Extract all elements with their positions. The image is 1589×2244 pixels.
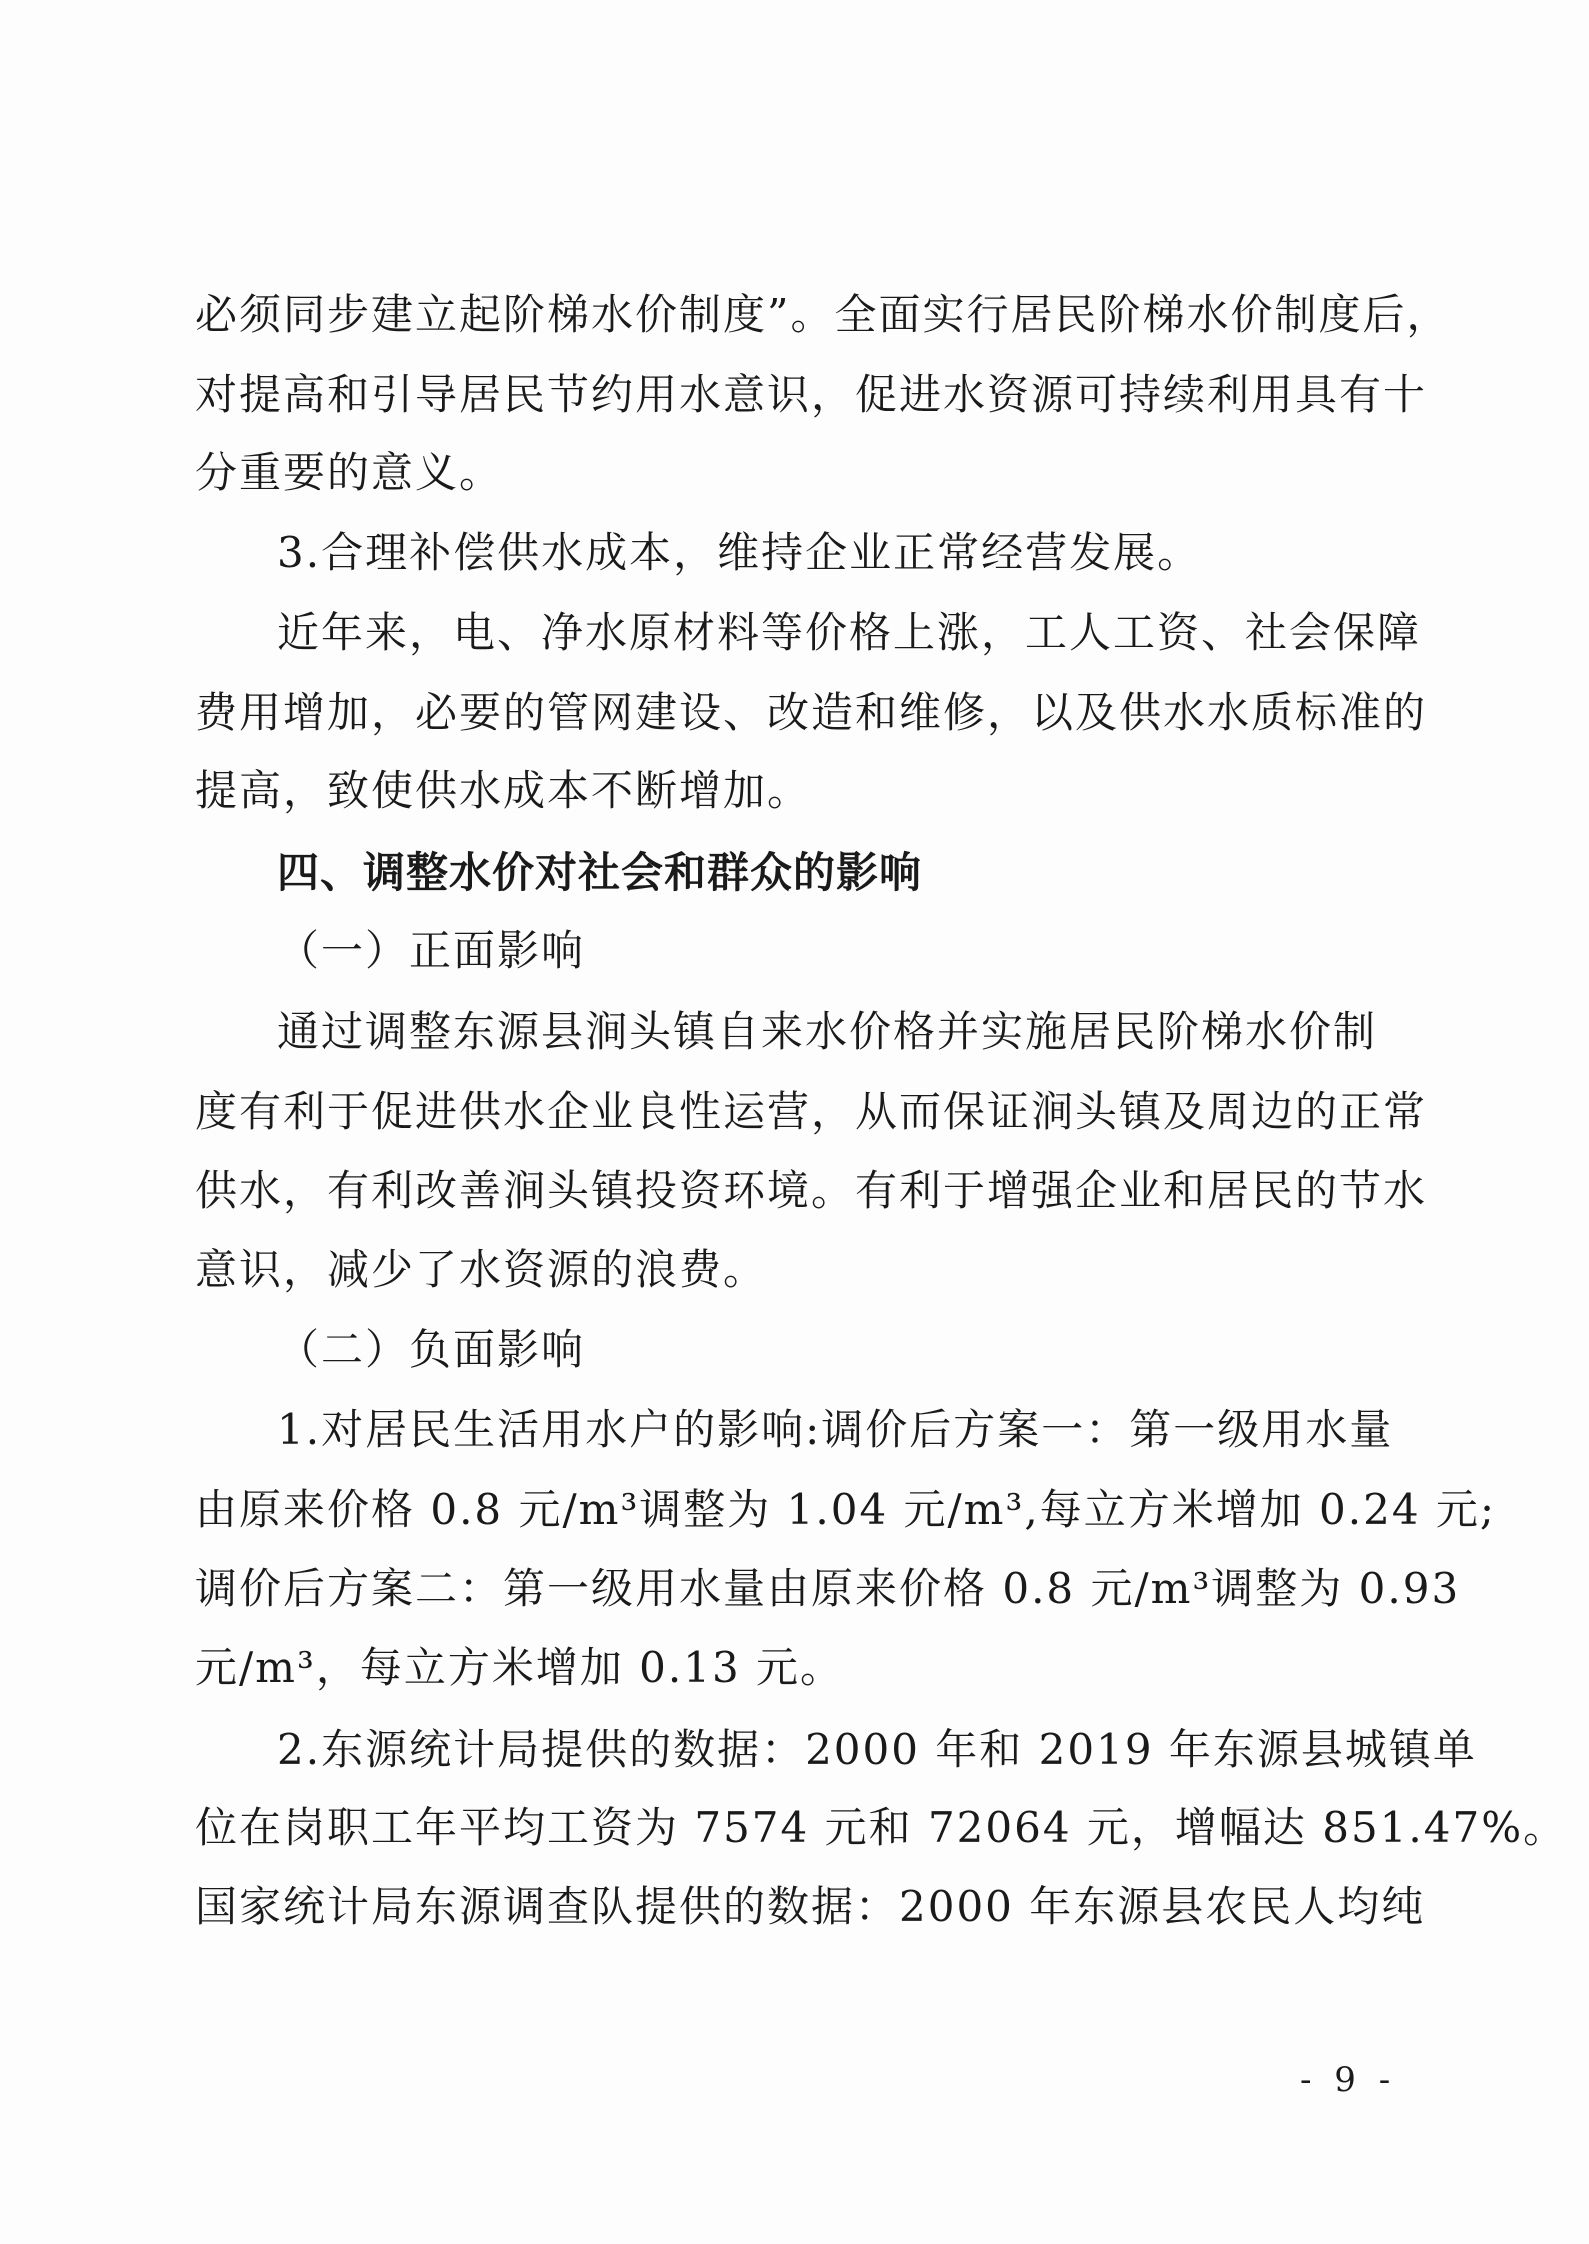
paragraph-line: 费用增加，必要的管网建设、改造和维修，以及供水水质标准的: [195, 688, 1428, 737]
paragraph-line: 通过调整东源县涧头镇自来水价格并实施居民阶梯水价制: [277, 1007, 1378, 1056]
paragraph-line: 必须同步建立起阶梯水价制度”。全面实行居民阶梯水价制度后，: [195, 290, 1451, 339]
paragraph-line: 国家统计局东源调查队提供的数据：2000 年东源县农民人均纯: [195, 1882, 1426, 1931]
paragraph-line: 度有利于促进供水企业良性运营，从而保证涧头镇及周边的正常: [195, 1087, 1428, 1136]
paragraph-line: 分重要的意义。: [195, 448, 504, 497]
paragraph-line: 调价后方案二：第一级用水量由原来价格 0.8 元/m³调整为 0.93: [195, 1564, 1461, 1613]
paragraph-line: 供水，有利改善涧头镇投资环境。有利于增强企业和居民的节水: [195, 1166, 1428, 1215]
subsection-heading-negative: （二）负面影响: [277, 1325, 586, 1374]
subsection-heading-positive: （一）正面影响: [277, 926, 586, 975]
paragraph-line: 1.对居民生活用水户的影响:调价后方案一：第一级用水量: [277, 1405, 1394, 1454]
section-item-3: 3.合理补偿供水成本，维持企业正常经营发展。: [277, 528, 1202, 577]
paragraph-line: 意识，减少了水资源的浪费。: [195, 1245, 768, 1294]
paragraph-line: 位在岗职工年平均工资为 7574 元和 72064 元，增幅达 851.47%。: [195, 1803, 1568, 1852]
paragraph-line: 近年来，电、净水原材料等价格上涨，工人工资、社会保障: [277, 608, 1422, 657]
page-number: - 9 -: [1300, 2060, 1397, 2100]
paragraph-line: 对提高和引导居民节约用水意识，促进水资源可持续利用具有十: [195, 370, 1428, 419]
paragraph-line: 元/m³，每立方米增加 0.13 元。: [195, 1643, 845, 1692]
paragraph-line: 2.东源统计局提供的数据：2000 年和 2019 年东源县城镇单: [277, 1725, 1477, 1774]
paragraph-line: 由原来价格 0.8 元/m³调整为 1.04 元/m³,每立方米增加 0.24 元;: [195, 1485, 1497, 1534]
paragraph-line: 提高，致使供水成本不断增加。: [195, 766, 812, 815]
section-heading: 四、调整水价对社会和群众的影响: [277, 848, 923, 897]
